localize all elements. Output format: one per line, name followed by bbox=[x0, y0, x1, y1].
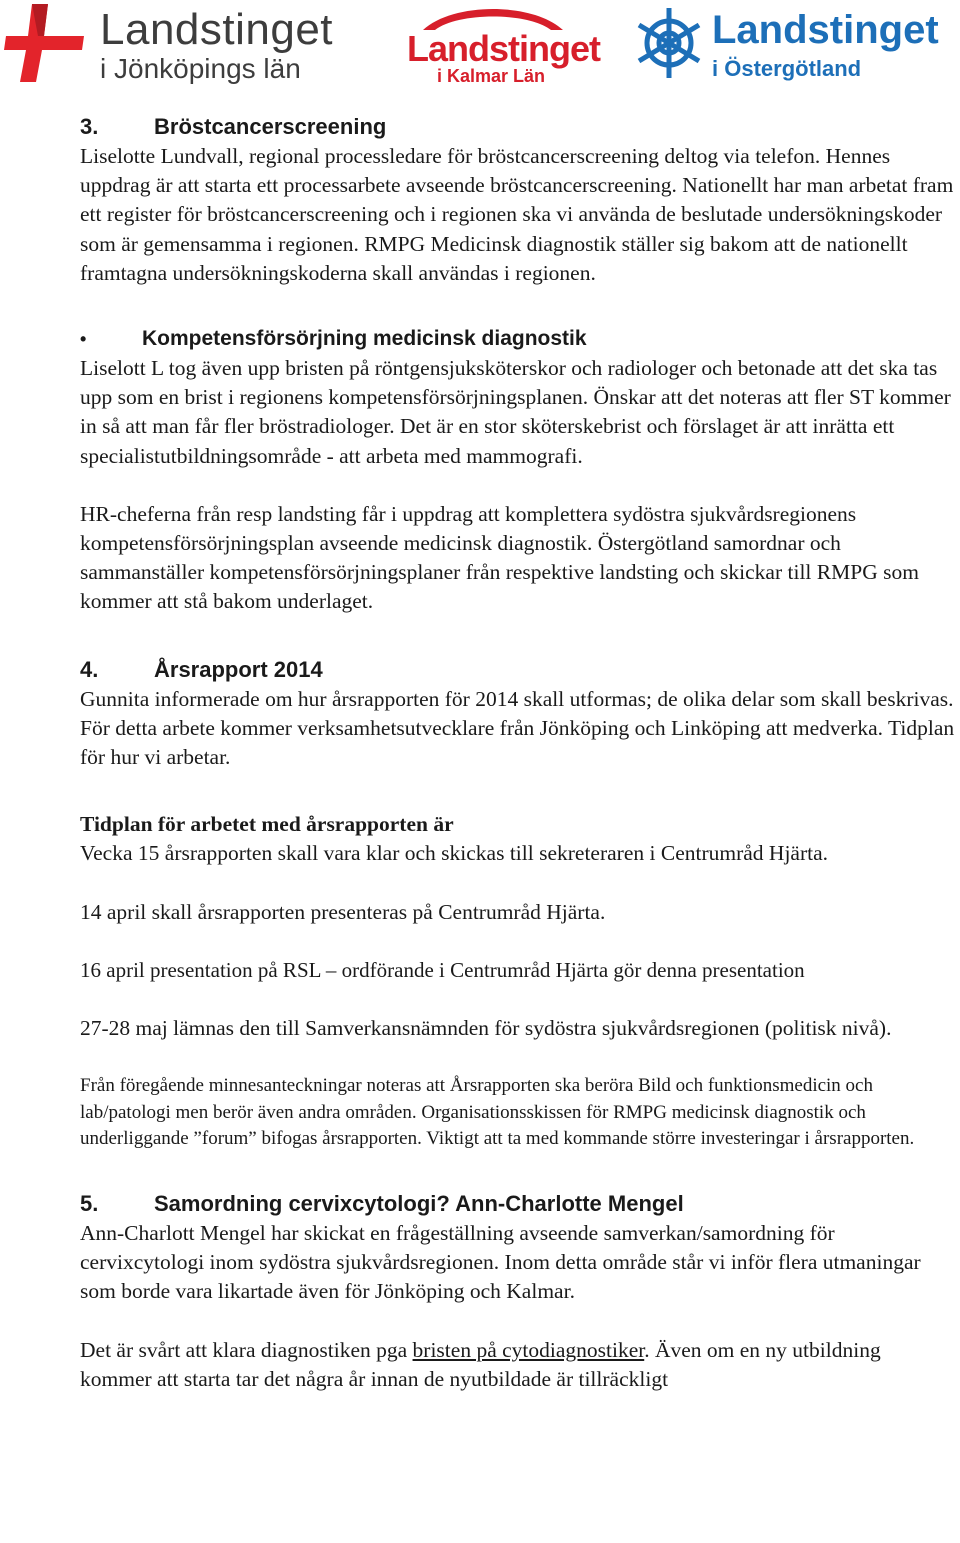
section-4-number: 4. bbox=[80, 656, 99, 682]
red-cross-icon bbox=[2, 2, 92, 87]
section-4-paragraph: Gunnita informerade om hur årsrapporten för 2014 skall utformas; de olika delar som skall beskrivas. För detta arbete kommer verksamhetsutvecklare från Jönköping och Linköping att medverka. Tidplan för hur vi arbetar. bbox=[80, 686, 955, 770]
last-text-before: Det är svårt att klara diagnostiken pga bbox=[80, 1337, 413, 1362]
logo-header bbox=[0, 0, 960, 100]
timeline-item-4: 27-28 maj lämnas den till Samverkansnämnden för sydöstra sjukvårdsregionen (politisk nivå). bbox=[80, 1016, 892, 1041]
logo-jonkoping-title: Landstinget bbox=[100, 5, 334, 54]
section-3-paragraph: Liselotte Lundvall, regional processledare för bröstcancerscreening deltog via telefon. Hennes uppdrag är att starta ett processarbete avseende bröstcancerscreening. Nationellt har man arbetat fram ett register för bröstcancerscreening och i regionen ska vi använda de beslutade undersökningskoder som är gemensamma i regionen. RMPG Medicinsk diagnostik ställer sig bakom att de nationellt framtagna undersökningskoderna skall användas i regionen. bbox=[80, 144, 954, 285]
timeline-title: Tidplan för arbetet med årsrapporten är bbox=[80, 812, 454, 837]
competence-paragraph-2: HR-cheferna från resp landsting får i uppdrag att komplettera sydöstra sjukvårdsregionens kompetensförsörjningsplan avseende medicinsk diagnostik. Östergötland samordnar och sammanställer kompetensförsörjningsplaner från respektive landsting och skickar till RMPG som kommer att stå bakom underlaget. bbox=[80, 501, 919, 614]
snowflake-icon bbox=[630, 4, 708, 82]
section-3-title: Bröstcancerscreening bbox=[154, 114, 387, 139]
logo-ostergotland-title: Landstinget bbox=[712, 8, 939, 52]
competence-heading bbox=[80, 324, 955, 354]
logo-jonkoping bbox=[0, 0, 360, 90]
section-3-heading bbox=[80, 112, 955, 142]
logo-kalmar bbox=[405, 0, 600, 90]
logo-kalmar-title: Landstinget bbox=[407, 28, 600, 69]
timeline-item-3: 16 april presentation på RSL – ordförande i Centrumråd Hjärta gör denna presentation bbox=[80, 957, 805, 982]
section-4-title: Årsrapport 2014 bbox=[154, 656, 323, 682]
section-5-heading bbox=[80, 1189, 955, 1219]
section-5-title: Samordning cervixcytologi? Ann-Charlotte Mengel bbox=[154, 1191, 684, 1217]
section-5-last-paragraph bbox=[80, 1336, 955, 1394]
last-text-after: . Även om en ny utbildning kommer att starta tar det några år innan de nyutbildade är tillräckligt bbox=[80, 1337, 881, 1391]
logo-kalmar-subtitle: i Kalmar Län bbox=[437, 66, 546, 86]
competence-title: Kompetensförsörjning medicinsk diagnostik bbox=[142, 327, 587, 351]
section-4-heading bbox=[80, 655, 955, 685]
bullet-icon: • bbox=[80, 329, 87, 350]
logo-ostergotland-subtitle: i Östergötland bbox=[712, 56, 862, 81]
timeline-item-1: Vecka 15 årsrapporten skall vara klar och skickas till sekreteraren i Centrumråd Hjärta. bbox=[80, 841, 829, 866]
last-text-underlined: bristen på cytodiagnostiker bbox=[412, 1337, 645, 1362]
competence-paragraph-1: Liselott L tog även upp bristen på röntgensjuksköterskor och radiologer och betonade att det ska tas upp som en brist i regionens kompetensförsörjningsplanen. Önskar att det noteras att fler ST kommer in så att man får fler bröstradiologer. Det är en stor sköterskebrist och förslaget är att inrätta ett specialistutbildningsområde - att arbeta med mammografi. bbox=[80, 356, 951, 468]
timeline-item-2: 14 april skall årsrapporten presenteras på Centrumråd Hjärta. bbox=[80, 899, 606, 924]
section-5-paragraph: Ann-Charlott Mengel har skickat en frågeställning avseende samverkan/samordning för cervixcytologi inom sydöstra sjukvårdsregionen. Inom detta område står vi inför flera utmaningar som borde vara likartade även för Jönköping och Kalmar. bbox=[80, 1221, 921, 1304]
section-3-number: 3. bbox=[80, 114, 99, 139]
document-body bbox=[80, 112, 955, 1394]
logo-ostergotland bbox=[628, 0, 960, 90]
section-5-number: 5. bbox=[80, 1191, 99, 1217]
logo-jonkoping-subtitle: i Jönköpings län bbox=[100, 53, 301, 84]
section-4-note: Från föregående minnesanteckningar noteras att Årsrapporten ska beröra Bild och funktionsmedicin och lab/patologi men berör även andra områden. Organisationsskissen för RMPG medicinsk diagnostik och underliggande ”forum” bifogas årsrapporten. Viktigt att ta med kommande större investeringar i årsrapporten. bbox=[80, 1075, 915, 1150]
